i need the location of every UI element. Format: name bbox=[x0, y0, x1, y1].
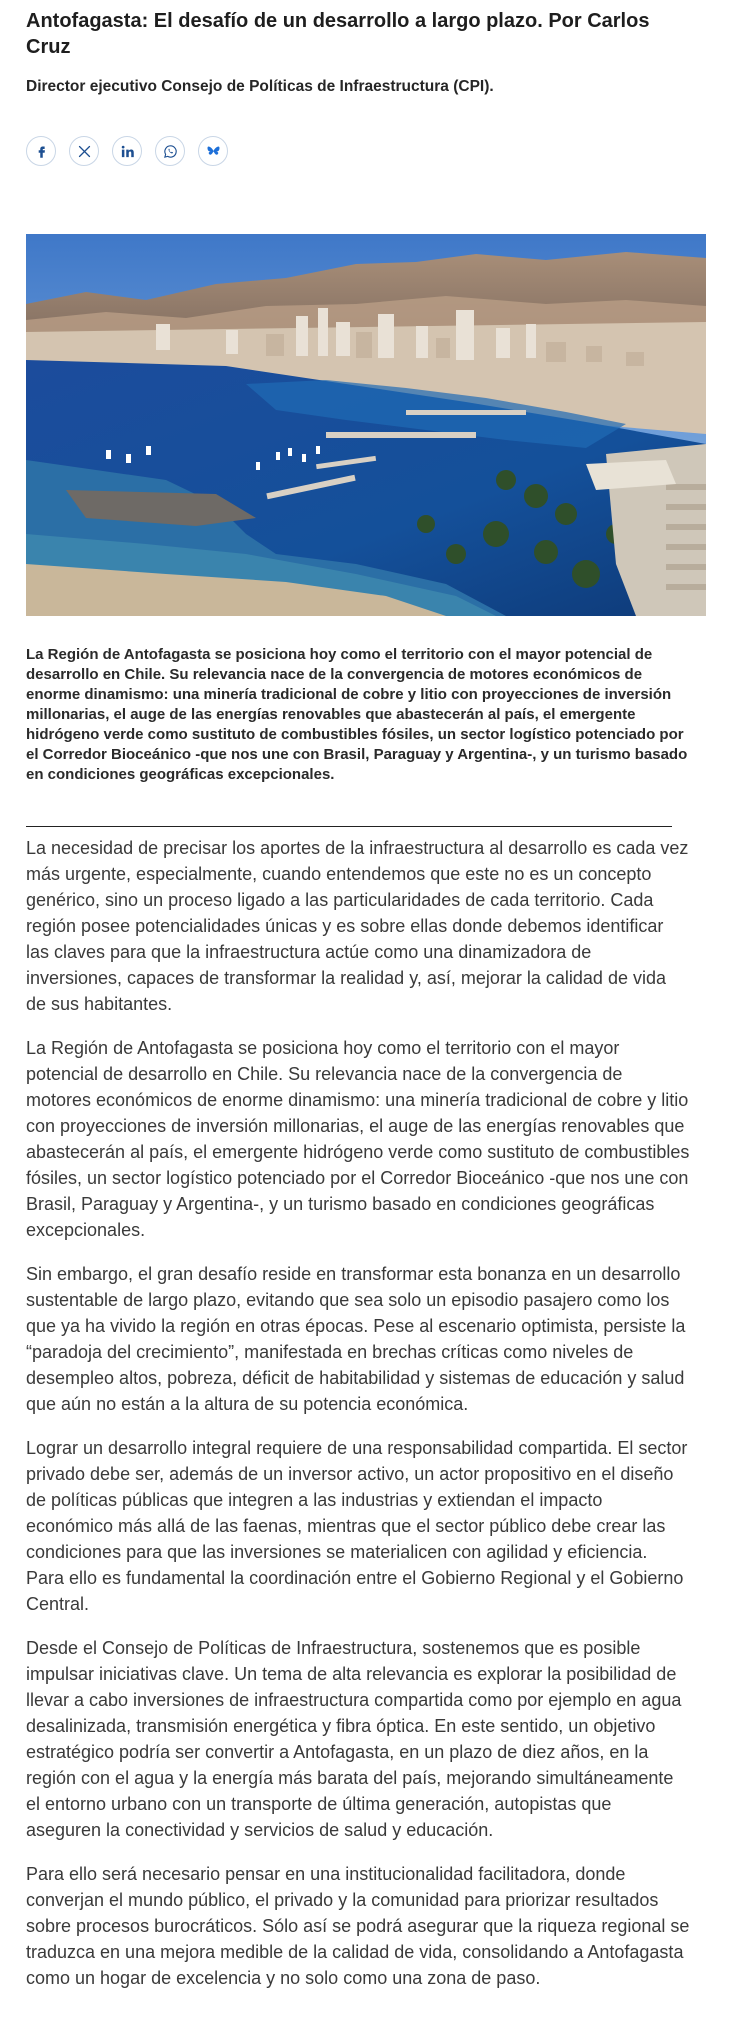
share-linkedin-button[interactable] bbox=[112, 136, 142, 166]
hero-photo bbox=[26, 234, 706, 616]
antofagasta-harbor-photo bbox=[26, 234, 706, 616]
share-bluesky-button[interactable] bbox=[198, 136, 228, 166]
bluesky-icon bbox=[206, 144, 221, 159]
share-x-button[interactable] bbox=[69, 136, 99, 166]
article-body bbox=[26, 835, 690, 2009]
paragraph: Desde el Consejo de Políticas de Infraestructura, sostenemos que es posible impulsar iniciativas clave. Un tema de alta relevancia es explorar la posibilidad de llevar a cabo inversiones de infraestructura compartida como por ejemplo en agua desalinizada, transmisión energética y fibra óptica. En este sentido, un objetivo estratégico podría ser convertir a Antofagasta, en un plazo de diez años, en la región con el agua y la energía más barata del país, mejorando simultáneamente el entorno urbano con un transporte de última generación, autopistas que aseguren la conectividad y servicios de salud y educación. bbox=[26, 1638, 682, 1840]
article-lead: La Región de Antofagasta se posiciona hoy como el territorio con el mayor potencial de desarrollo en Chile. Su relevancia nace de la convergencia de motores económicos de enorme dinamismo: una minería tradicional de cobre y litio con proyecciones de inversión millonarias, el auge de las energías renovables que abastecerán al país, el emergente hidrógeno verde como sustituto de combustibles fósiles, un sector logístico potenciado por el Corredor Bioceánico -que nos une con Brasil, Paraguay y Argentina-, y un turismo basado en condiciones geográficas excepcionales. bbox=[26, 646, 688, 783]
linkedin-icon bbox=[120, 144, 135, 159]
whatsapp-icon bbox=[163, 144, 178, 159]
paragraph: La necesidad de precisar los aportes de la infraestructura al desarrollo es cada vez más urgente, especialmente, cuando entendemos que este no es un concepto genérico, sino un proceso ligado a las particularidades de cada territorio. Cada región posee potencialidades únicas y es sobre ellas donde debemos identificar las claves para que la infraestructura actúe como una dinamizadora de inversiones, capaces de transformar la realidad y, así, mejorar la calidad de vida de sus habitantes. bbox=[26, 838, 689, 1014]
facebook-icon bbox=[34, 144, 49, 159]
x-icon bbox=[77, 144, 92, 159]
share-facebook-button[interactable] bbox=[26, 136, 56, 166]
divider bbox=[26, 826, 672, 827]
share-bar bbox=[26, 136, 228, 166]
paragraph: La Región de Antofagasta se posiciona hoy como el territorio con el mayor potencial de desarrollo en Chile. Su relevancia nace de la convergencia de motores económicos de enorme dinamismo: una minería tradicional de cobre y litio con proyecciones de inversión millonarias, el auge de las energías renovables que abastecerán al país, el emergente hidrógeno verde como sustituto de combustibles fósiles, un sector logístico potenciado por el Corredor Bioceánico -que nos une con Brasil, Paraguay y Argentina-, y un turismo basado en condiciones geográficas excepcionales. bbox=[26, 1038, 690, 1240]
article-title: Antofagasta: El desafío de un desarrollo a largo plazo. Por Carlos Cruz bbox=[26, 10, 650, 58]
paragraph: Para ello será necesario pensar en una institucionalidad facilitadora, donde converjan el mundo público, el privado y la comunidad para priorizar resultados sobre procesos burocráticos. Sólo así se podrá asegurar que la riqueza regional se traduzca en una mejora medible de la calidad de vida, consolidando a Antofagasta como un hogar de excelencia y no solo como una zona de paso. bbox=[26, 1864, 690, 1988]
share-whatsapp-button[interactable] bbox=[155, 136, 185, 166]
paragraph: Sin embargo, el gran desafío reside en transformar esta bonanza en un desarrollo sustentable de largo plazo, evitando que sea solo un episodio pasajero como los que ya ha vivido la región en otras épocas. Pese al escenario optimista, persiste la “paradoja del crecimiento”, manifestada en brechas críticas como niveles de desempleo altos, pobreza, déficit de habitabilidad y sistemas de educación y salud que aún no están a la altura de su potencia económica. bbox=[26, 1264, 686, 1414]
paragraph: Lograr un desarrollo integral requiere de una responsabilidad compartida. El sector privado debe ser, además de un inversor activo, un actor propositivo en el diseño de políticas públicas que integren a las industrias y extiendan el impacto económico más allá de las faenas, mientras que el sector público debe crear las condiciones para que las inversiones se materialicen con agilidad y eficiencia. Para ello es fundamental la coordinación entre el Gobierno Regional y el Gobierno Central. bbox=[26, 1438, 688, 1614]
article-subtitle: Director ejecutivo Consejo de Políticas de Infraestructura (CPI). bbox=[26, 78, 494, 95]
